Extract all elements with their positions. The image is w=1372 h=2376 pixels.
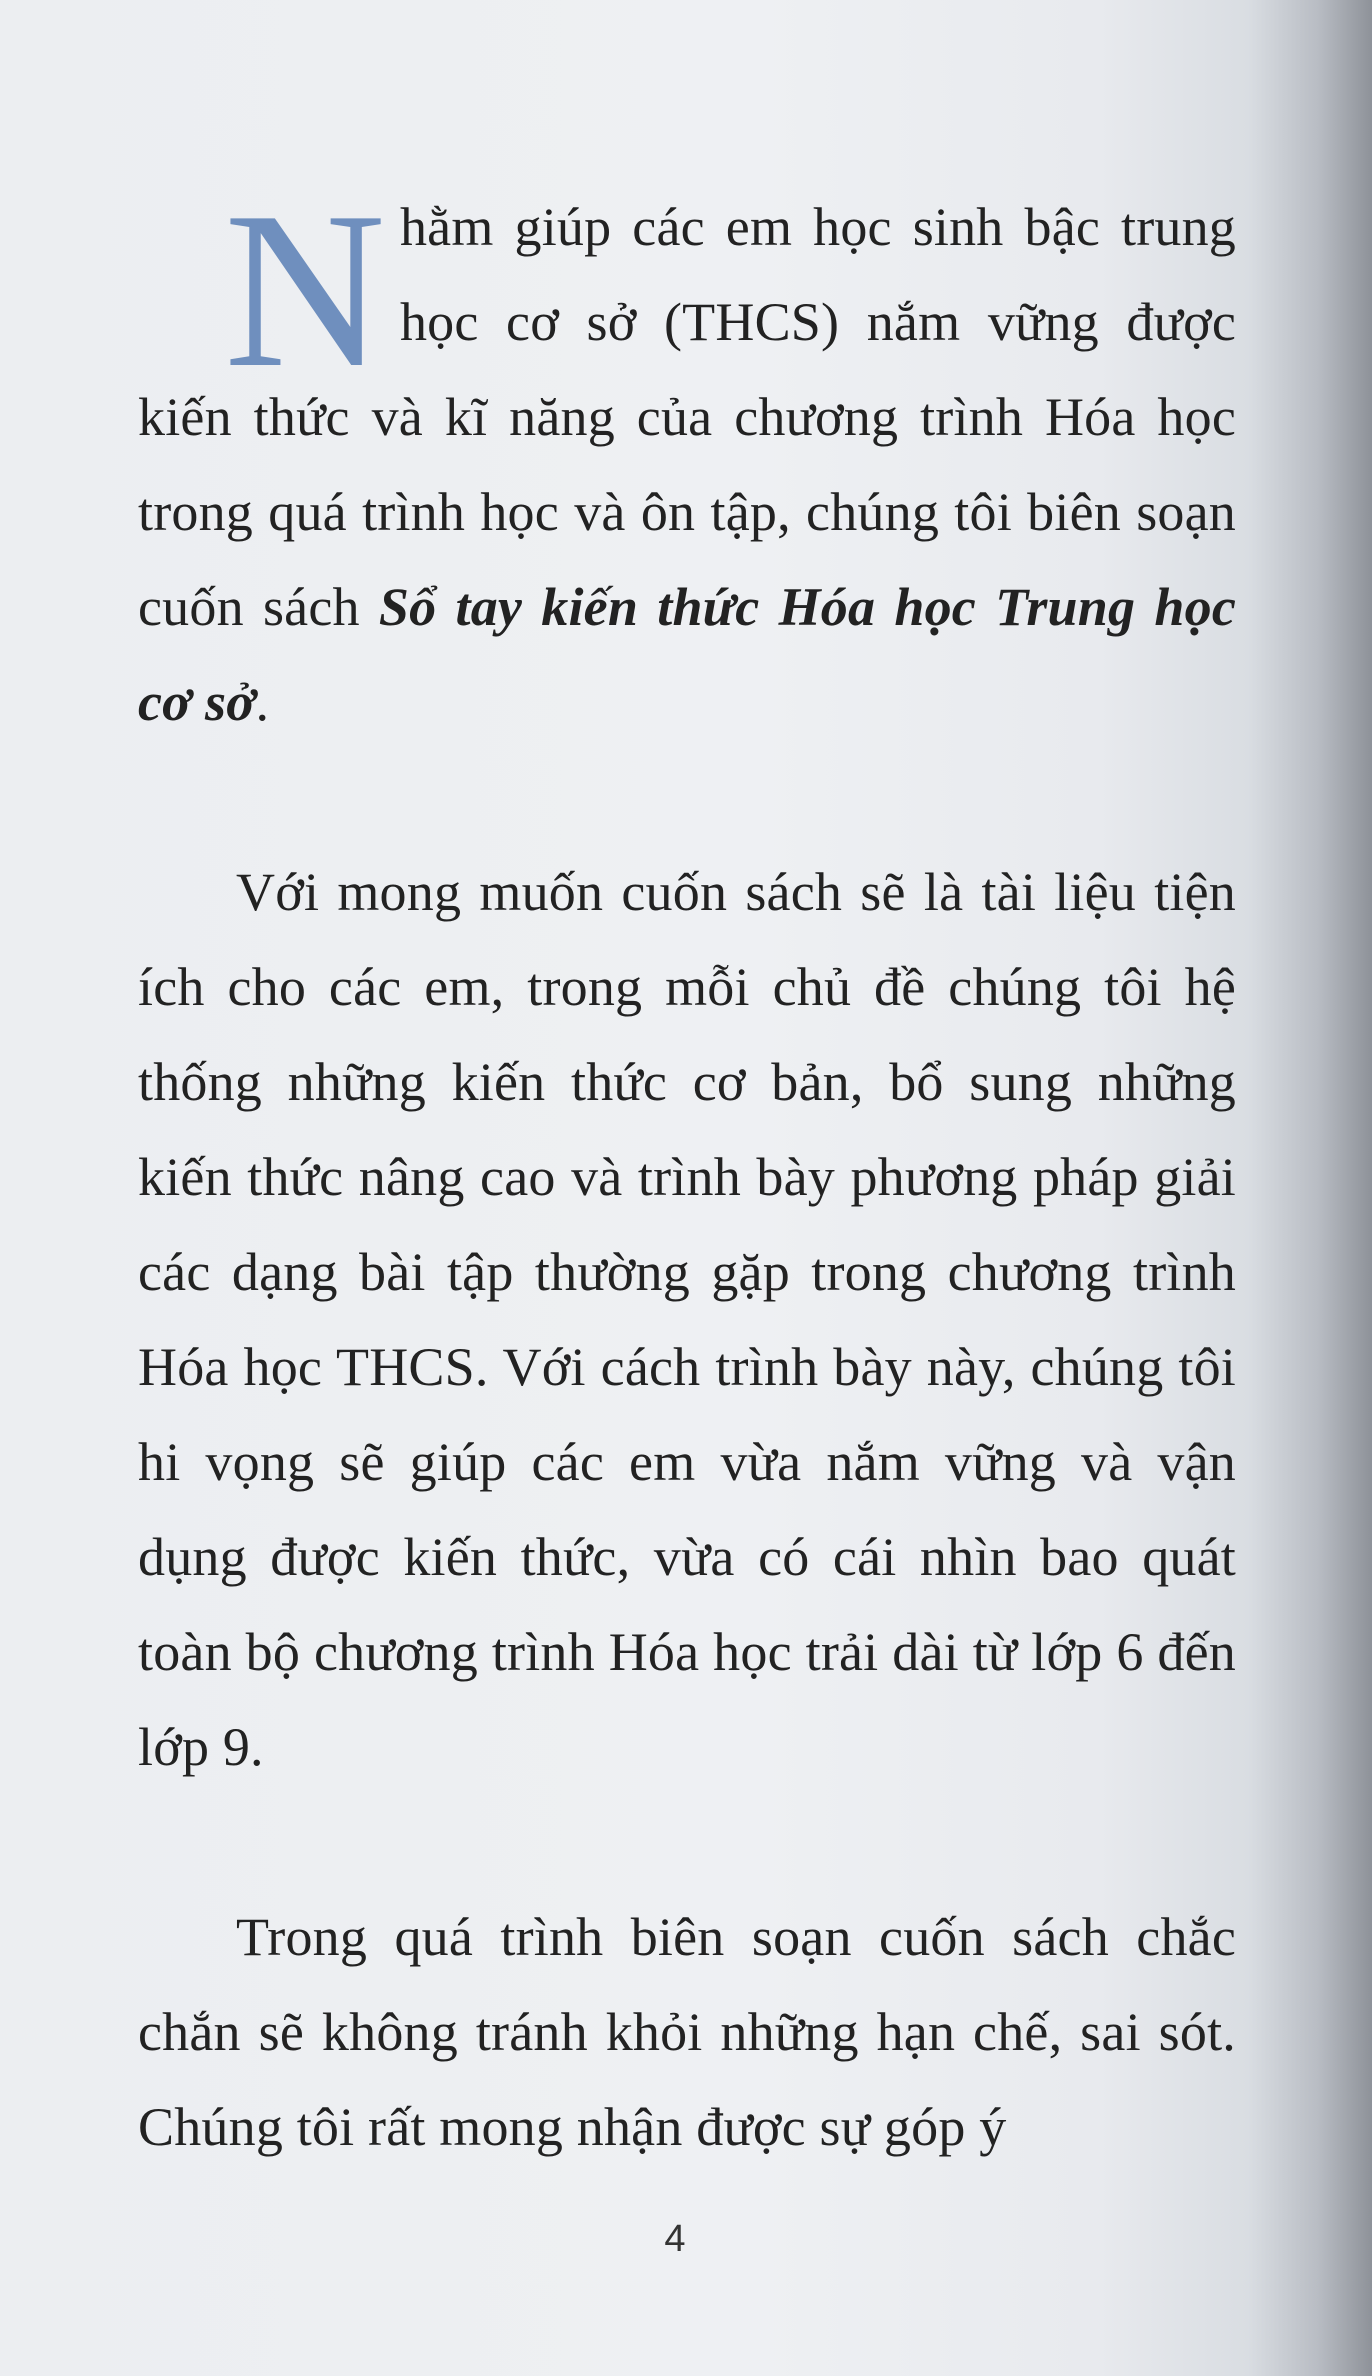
purpose-paragraph: Với mong muốn cuốn sách sẽ là tài liệu tiện ích cho các em, trong mỗi chủ đề chúng tôi hệ thống những kiến thức cơ bản, bổ sung những kiến thức nâng cao và trình bày phương pháp giải các dạng bài tập thường gặp trong chương trình Hóa học THCS. Với cách trình bày này, chúng tôi hi vọng sẽ giúp các em vừa nắm vững và vận dụng được kiến thức, vừa có cái nhìn bao quát toàn bộ chương trình Hóa học trải dài từ lớp 6 đến lớp 9.: [138, 862, 1236, 1777]
page-content: [138, 166, 1236, 2175]
book-title: Sổ tay kiến thức Hóa học Trung học cơ sở: [138, 577, 1236, 732]
page-number: 4: [664, 2218, 686, 2260]
intro-text: hằm giúp các em học sinh bậc trung học cơ sở (THCS) nắm vững được kiến thức và kĩ năng của chương trình Hóa học trong quá trình học và ôn tập, chúng tôi biên soạn cuốn sách: [138, 197, 1236, 637]
drop-cap-letter: N: [224, 166, 386, 414]
intro-period: .: [255, 672, 270, 732]
intro-paragraph: [138, 166, 1236, 750]
feedback-paragraph: Trong quá trình biên soạn cuốn sách chắc chắn sẽ không tránh khỏi những hạn chế, sai sót. Chúng tôi rất mong nhận được sự góp ý: [138, 1907, 1236, 2157]
